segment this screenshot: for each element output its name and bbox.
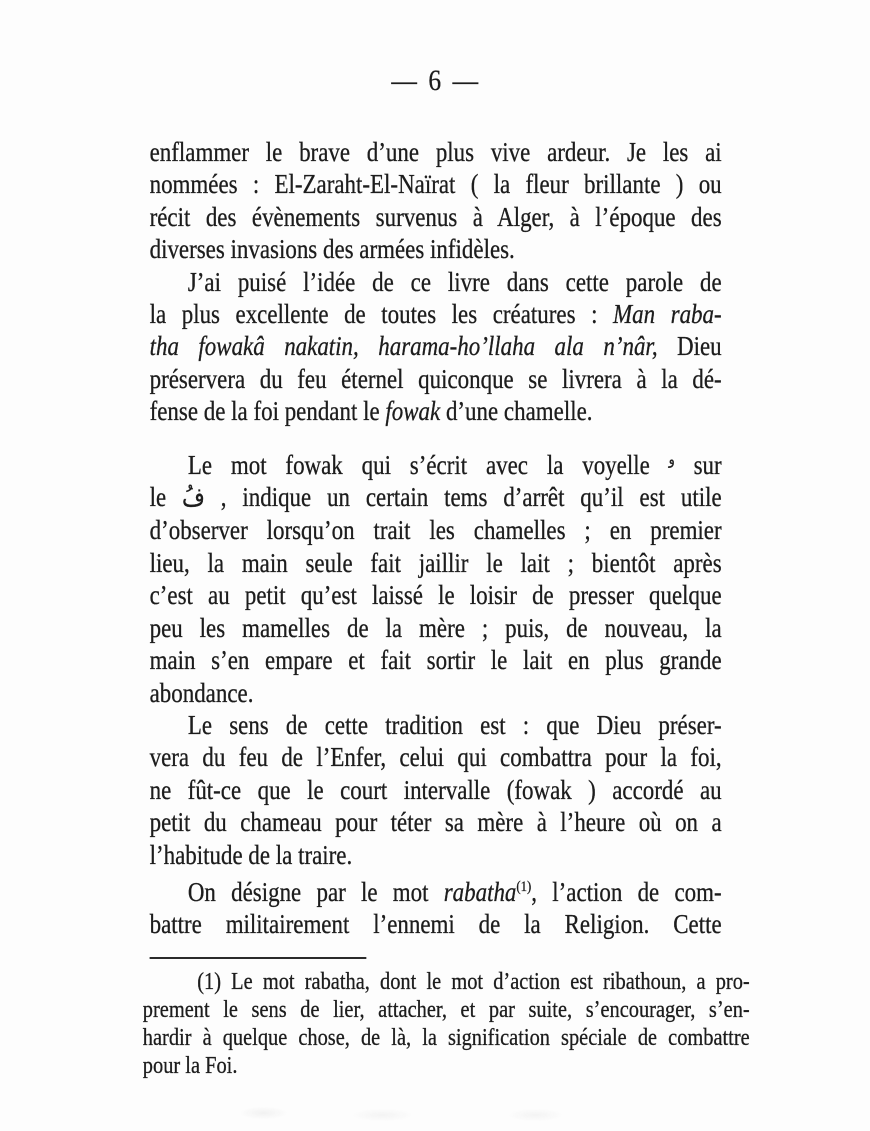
text-line: c’est au petit qu’est laissé le loisir de presser quelque bbox=[149, 580, 722, 611]
page-number-header: — 6 — bbox=[391, 64, 479, 97]
footnote-reference-marker: (1) bbox=[516, 878, 532, 895]
footnote-line: pour la Foi. bbox=[142, 1052, 238, 1079]
paragraph-5 bbox=[150, 871, 722, 941]
text-line: nommées : El-Zaraht-El-Naïrat ( la fleur brillante ) ou bbox=[149, 169, 722, 200]
italic-text-segment: fowak bbox=[385, 396, 441, 427]
text-line: battre militairement l’ennemi de la Religion. Cette bbox=[149, 909, 722, 940]
text-line: récit des évènements survenus à Alger, à l’époque des bbox=[149, 201, 722, 232]
paragraph-1 bbox=[150, 136, 722, 266]
text-line: ne fût-ce que le court intervalle (fowak ) accordé au bbox=[149, 774, 722, 805]
footnote-line: (1) Le mot rabatha, dont le mot d’action est ribathoun, a pro- bbox=[197, 968, 750, 995]
body-text bbox=[150, 136, 722, 941]
text-line bbox=[150, 871, 722, 908]
text-line: d’observer lorsqu’on trait les chamelles ; en premier bbox=[149, 515, 722, 546]
text-line: l’habitude de la traire. bbox=[149, 839, 353, 870]
paragraph-2 bbox=[150, 266, 722, 428]
text-line: lieu, la main seule fait jaillir le lait ; bientôt après bbox=[149, 547, 722, 578]
text-segment: , indique un certain tems d’arrêt qu’il est utile bbox=[204, 482, 722, 513]
paragraph-3 bbox=[150, 443, 722, 709]
text-line: petit du chameau pour téter sa mère à l’heure où on a bbox=[149, 807, 722, 838]
text-segment: sur bbox=[674, 449, 722, 480]
text-line bbox=[150, 330, 722, 362]
arabic-feh-with-damma-glyph: فُ bbox=[182, 483, 205, 514]
text-segment: Dieu bbox=[657, 331, 722, 362]
text-line: vera du feu de l’Enfer, celui qui combattra pour la foi, bbox=[149, 742, 722, 773]
text-line: préservera du feu éternel quiconque se livrera à la dé- bbox=[149, 363, 722, 394]
arabic-damma-vowel-glyph: و bbox=[668, 449, 675, 468]
text-line: peu les mamelles de la mère ; puis, de nouveau, la bbox=[149, 612, 722, 643]
footnote-line: prement le sens de lier, attacher, et par suite, s’encourager, s’en- bbox=[142, 996, 750, 1023]
paragraph-4 bbox=[150, 709, 722, 871]
text-segment: On désigne par le mot bbox=[187, 876, 444, 907]
text-line: diverses invasions des armées infidèles. bbox=[149, 234, 515, 265]
text-line: J’ai puisé l’idée de ce livre dans cette parole de bbox=[187, 266, 722, 297]
text-segment: d’une chamelle. bbox=[440, 396, 593, 427]
text-line: Le sens de cette tradition est : que Dieu préser- bbox=[187, 709, 722, 740]
text-segment: le bbox=[149, 482, 183, 513]
footnote bbox=[143, 957, 750, 1080]
italic-text-segment: Man raba- bbox=[613, 299, 722, 330]
italic-text-segment: tha fowakâ nakatin, harama-ho’llaha ala n’nâr, bbox=[149, 331, 658, 362]
italic-text-segment: rabatha bbox=[443, 876, 517, 907]
text-segment: , l’action de com- bbox=[531, 876, 722, 907]
text-line bbox=[150, 298, 722, 330]
text-line bbox=[150, 443, 722, 481]
text-line: enflammer le brave d’une plus vive ardeur. Je les ai bbox=[149, 137, 722, 167]
text-segment: fense de la foi pendant le bbox=[149, 396, 386, 427]
text-line: abondance. bbox=[149, 677, 254, 708]
text-line: main s’en empare et fait sortir le lait en plus grande bbox=[149, 645, 722, 676]
footnote-line: hardir à quelque chose, de là, la signification spéciale de combattre bbox=[142, 1024, 750, 1051]
text-segment: la plus excellente de toutes les créatures : bbox=[149, 299, 614, 330]
text-line bbox=[150, 481, 722, 514]
footnote-separator-rule bbox=[150, 957, 367, 959]
text-segment: Le mot fowak qui s’écrit avec la voyelle bbox=[187, 449, 669, 480]
text-line bbox=[150, 395, 722, 427]
page-bleed-through-smudge bbox=[213, 1095, 596, 1121]
